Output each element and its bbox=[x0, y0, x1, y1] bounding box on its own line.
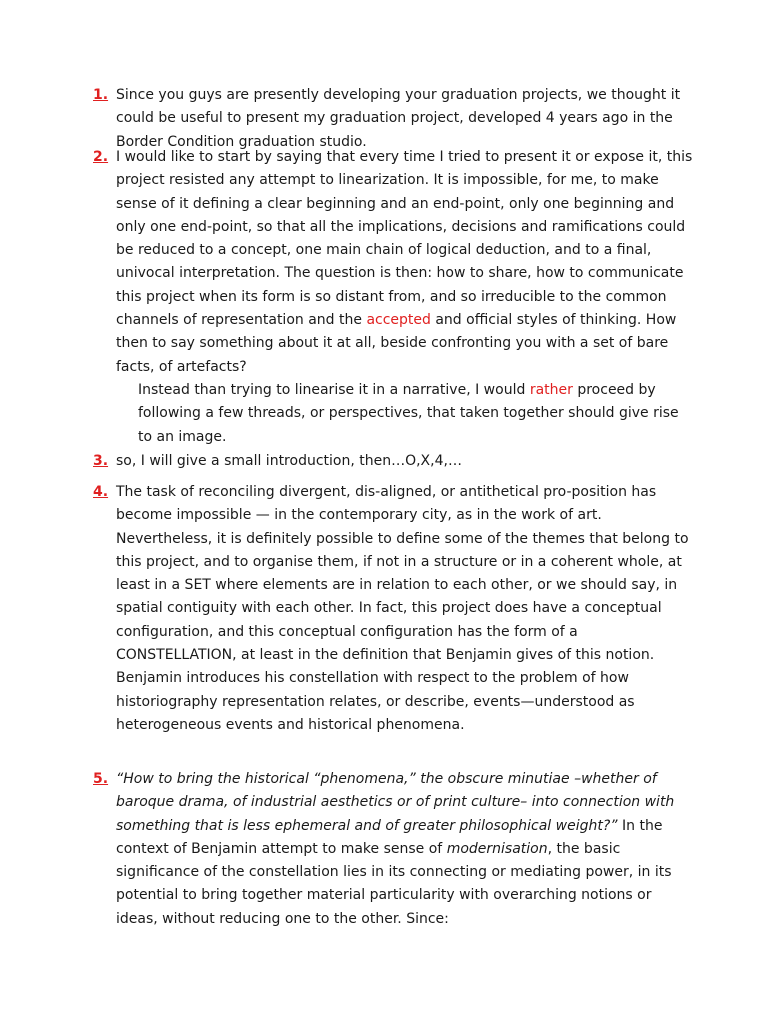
paragraph-number: 5. bbox=[93, 771, 109, 787]
quote: “How to bring the historical “phenomena,” the obscure minutiae –whether of baroque drama, of industrial aesthetics or of print culture– into connection with something that is less ephemeral and of greater philosophical weight?” bbox=[116, 771, 675, 834]
paragraph-1 bbox=[93, 84, 693, 154]
paragraph-text: Since you guys are presently developing your graduation projects, we thought it could be useful to present my graduation project, developed 4 years ago in the Border Condition graduation studio. bbox=[116, 87, 681, 150]
paragraph-2 bbox=[93, 146, 693, 449]
highlight-rather: rather bbox=[529, 381, 573, 398]
indented-paragraph: Instead than trying to linearise it in a narrative, I would rather proceed by following a few threads, or perspectives, that taken together should give rise to an image. bbox=[138, 381, 679, 445]
paragraph-3 bbox=[93, 450, 693, 473]
highlight-accepted: accepted bbox=[366, 312, 431, 329]
paragraph-number: 1. bbox=[93, 87, 109, 103]
paragraph-text: so, I will give a small introduction, then…O,X,4,… bbox=[116, 453, 462, 469]
paragraph-text: “How to bring the historical “phenomena,” the obscure minutiae –whether of baroque drama, of industrial aesthetics or of print culture– into connection with something that is less ephemeral and of greater philosophical weight?” In the context of Benjamin attempt to make sense of modernisation, the basic significance of the constellation lies in its connecting or mediating power, in its potential to bring together material particularity with overarching notions or ideas, without reducing one to the other. Since: bbox=[116, 771, 675, 927]
paragraph-number: 3. bbox=[93, 453, 109, 469]
paragraph-number: 4. bbox=[93, 484, 109, 500]
paragraph-4 bbox=[93, 481, 693, 737]
paragraph-number: 2. bbox=[93, 149, 109, 165]
paragraph-5 bbox=[93, 768, 693, 931]
paragraph-text: The task of reconciling divergent, dis-aligned, or antithetical pro-position has become impossible — in the contemporary city, as in the work of art. Nevertheless, it is definitely possible to define some of the themes that belong to this project, and to organise them, if not in a structure or in a coherent whole, at least in a SET where elements are in relation to each other, or we should say, in spatial contiguity with each other. In fact, this project does have a conceptual configuration, and this conceptual configuration has the form of a CONSTELLATION, at least in the definition that Benjamin gives of this notion. Benjamin introduces his constellation with respect to the problem of how historiography representation relates, or describe, events—understood as heterogeneous events and historical phenomena. bbox=[116, 484, 689, 733]
emphasis: modernisation bbox=[446, 840, 548, 857]
paragraph-text: I would like to start by saying that every time I tried to present it or expose it, this project resisted any attempt to linearization. It is impossible, for me, to make sense of it defining a clear beginning and an end-point, only one beginning and only one end-point, so that all the implications, decisions and ramifications could be reduced to a concept, one main chain of logical deduction, and to a final, univocal interpretation. The question is then: how to share, how to communicate this project when its form is so distant from, and so irreducible to the common channels of representation and the accepted and official styles of thinking. How then to say something about it at all, beside confronting you with a set of bare facts, of artefacts? bbox=[116, 149, 693, 375]
